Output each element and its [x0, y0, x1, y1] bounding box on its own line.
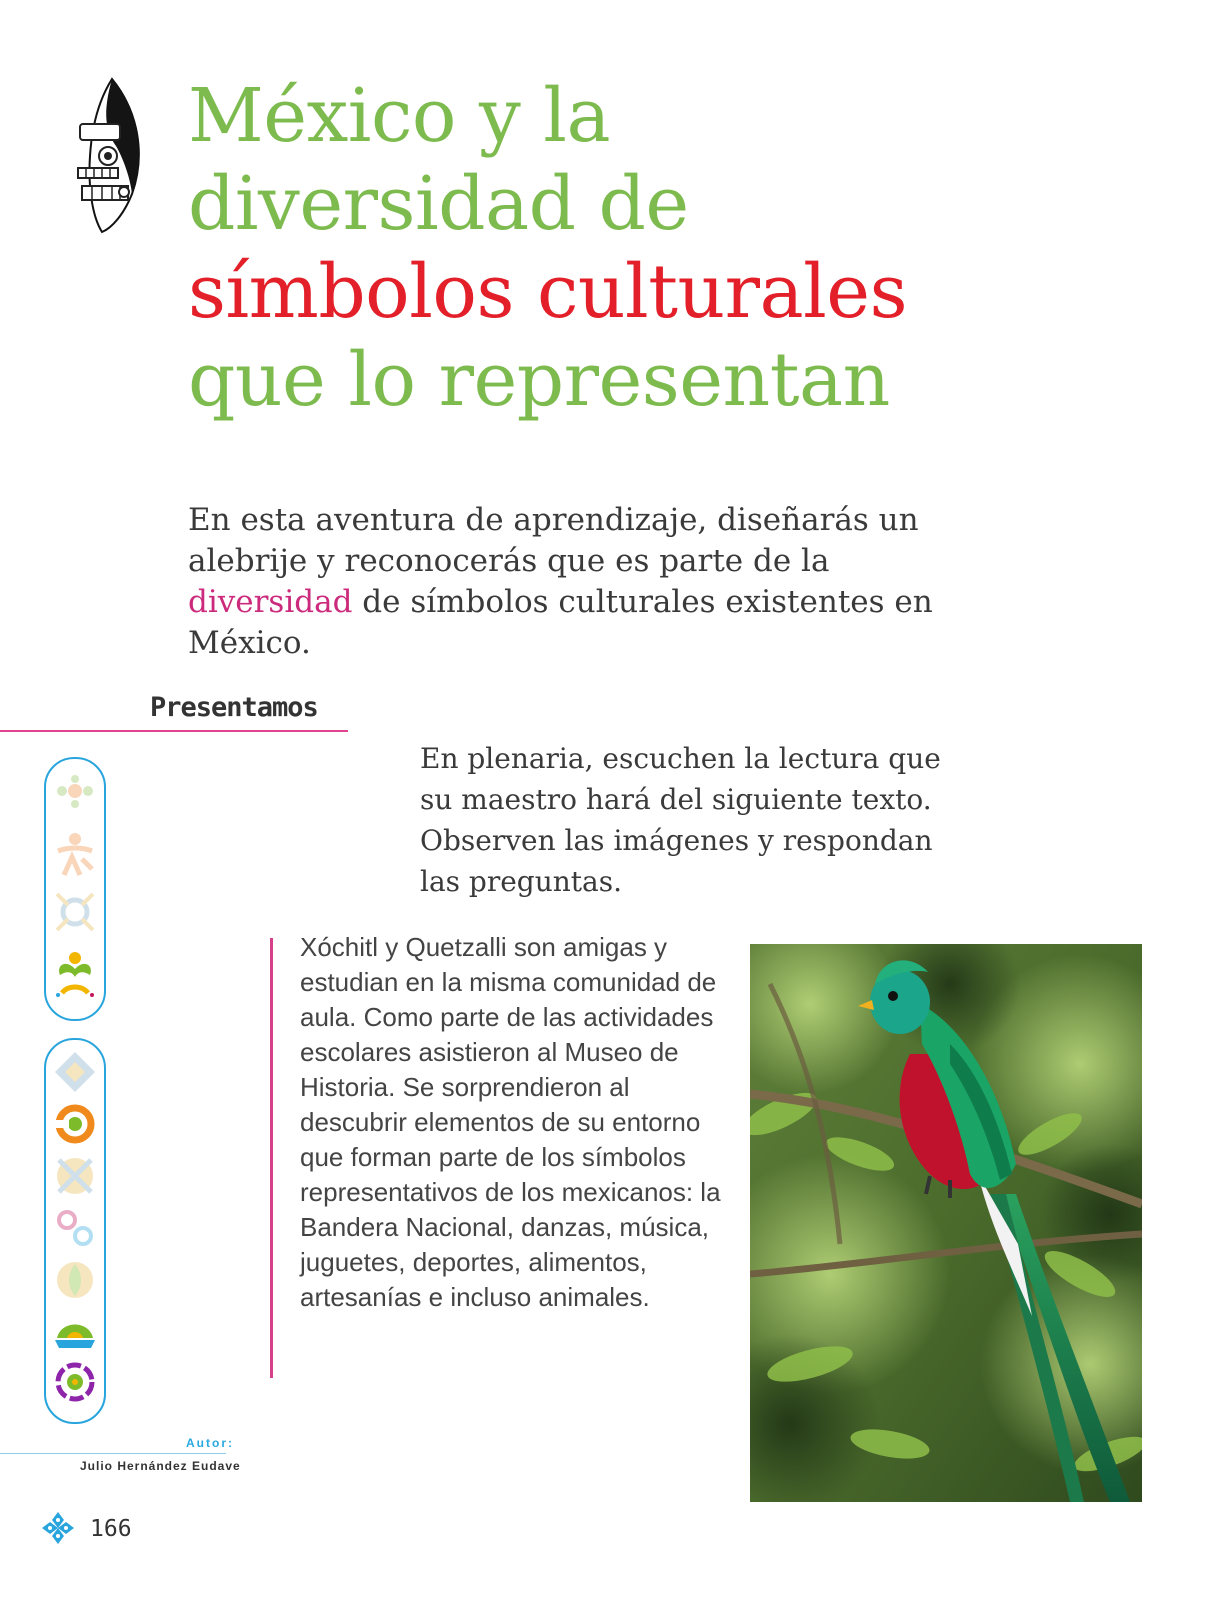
section-title: Presentamos: [150, 692, 318, 723]
intro-text-2: de símbolos culturales existentes en México.: [188, 584, 933, 661]
author-name: Julio Hernández Eudave: [80, 1459, 241, 1473]
campo-formativo-strip: [44, 757, 106, 1021]
eje-2-icon: [53, 1102, 97, 1146]
ejes-articuladores-strip: [44, 1038, 106, 1424]
campo-formativo-3-icon: [52, 889, 98, 935]
title-line-1: México y la: [188, 73, 611, 159]
title-line-4: que lo representan: [188, 337, 890, 423]
campo-formativo-1-icon: [52, 771, 98, 811]
campo-formativo-2-icon: [52, 829, 98, 877]
intro-text-1: En esta aventura de aprendizaje, diseñarás un alebrije y reconocerás que es parte de la: [188, 502, 919, 579]
instruction-text: En plenaria, escuchen la lectura que su maestro hará del siguiente texto. Observen las imágenes y respondan las preguntas.: [420, 742, 941, 898]
glossary-term-diversidad: diversidad: [188, 584, 353, 620]
reading-accent-bar: [270, 938, 273, 1378]
page-title: [188, 72, 1188, 424]
eje-3-icon: [53, 1154, 97, 1198]
intro-paragraph: [188, 500, 948, 664]
campo-formativo-4-icon: [52, 949, 98, 999]
eje-5-icon: [53, 1258, 97, 1302]
title-line-2: diversidad de: [188, 161, 689, 247]
author-label: Autor:: [186, 1436, 234, 1450]
reading-text: Xóchitl y Quetzalli son amigas y estudian en la misma comunidad de aula. Como parte de las actividades escolares asistieron al Museo de Historia. Se sorprendieron al descubrir elementos de su entorno que forman parte de los símbolos representativos de los mexicanos: la Bandera Nacional, danzas, música, juguetes, deportes, alimentos, artesanías e incluso animales.: [300, 932, 721, 1312]
author-divider: [0, 1453, 226, 1454]
flower-pattern-icon: [40, 1510, 76, 1546]
eje-7-icon: [53, 1360, 97, 1404]
page-number: 166: [90, 1516, 132, 1542]
eje-1-icon: [53, 1050, 97, 1094]
eje-4-icon: [53, 1206, 97, 1250]
quetzal-photo: [750, 944, 1142, 1502]
section-divider: [0, 730, 348, 732]
aztec-knife-icon: [72, 76, 150, 236]
title-line-3: símbolos culturales: [188, 249, 908, 335]
eje-6-icon: [53, 1310, 97, 1354]
